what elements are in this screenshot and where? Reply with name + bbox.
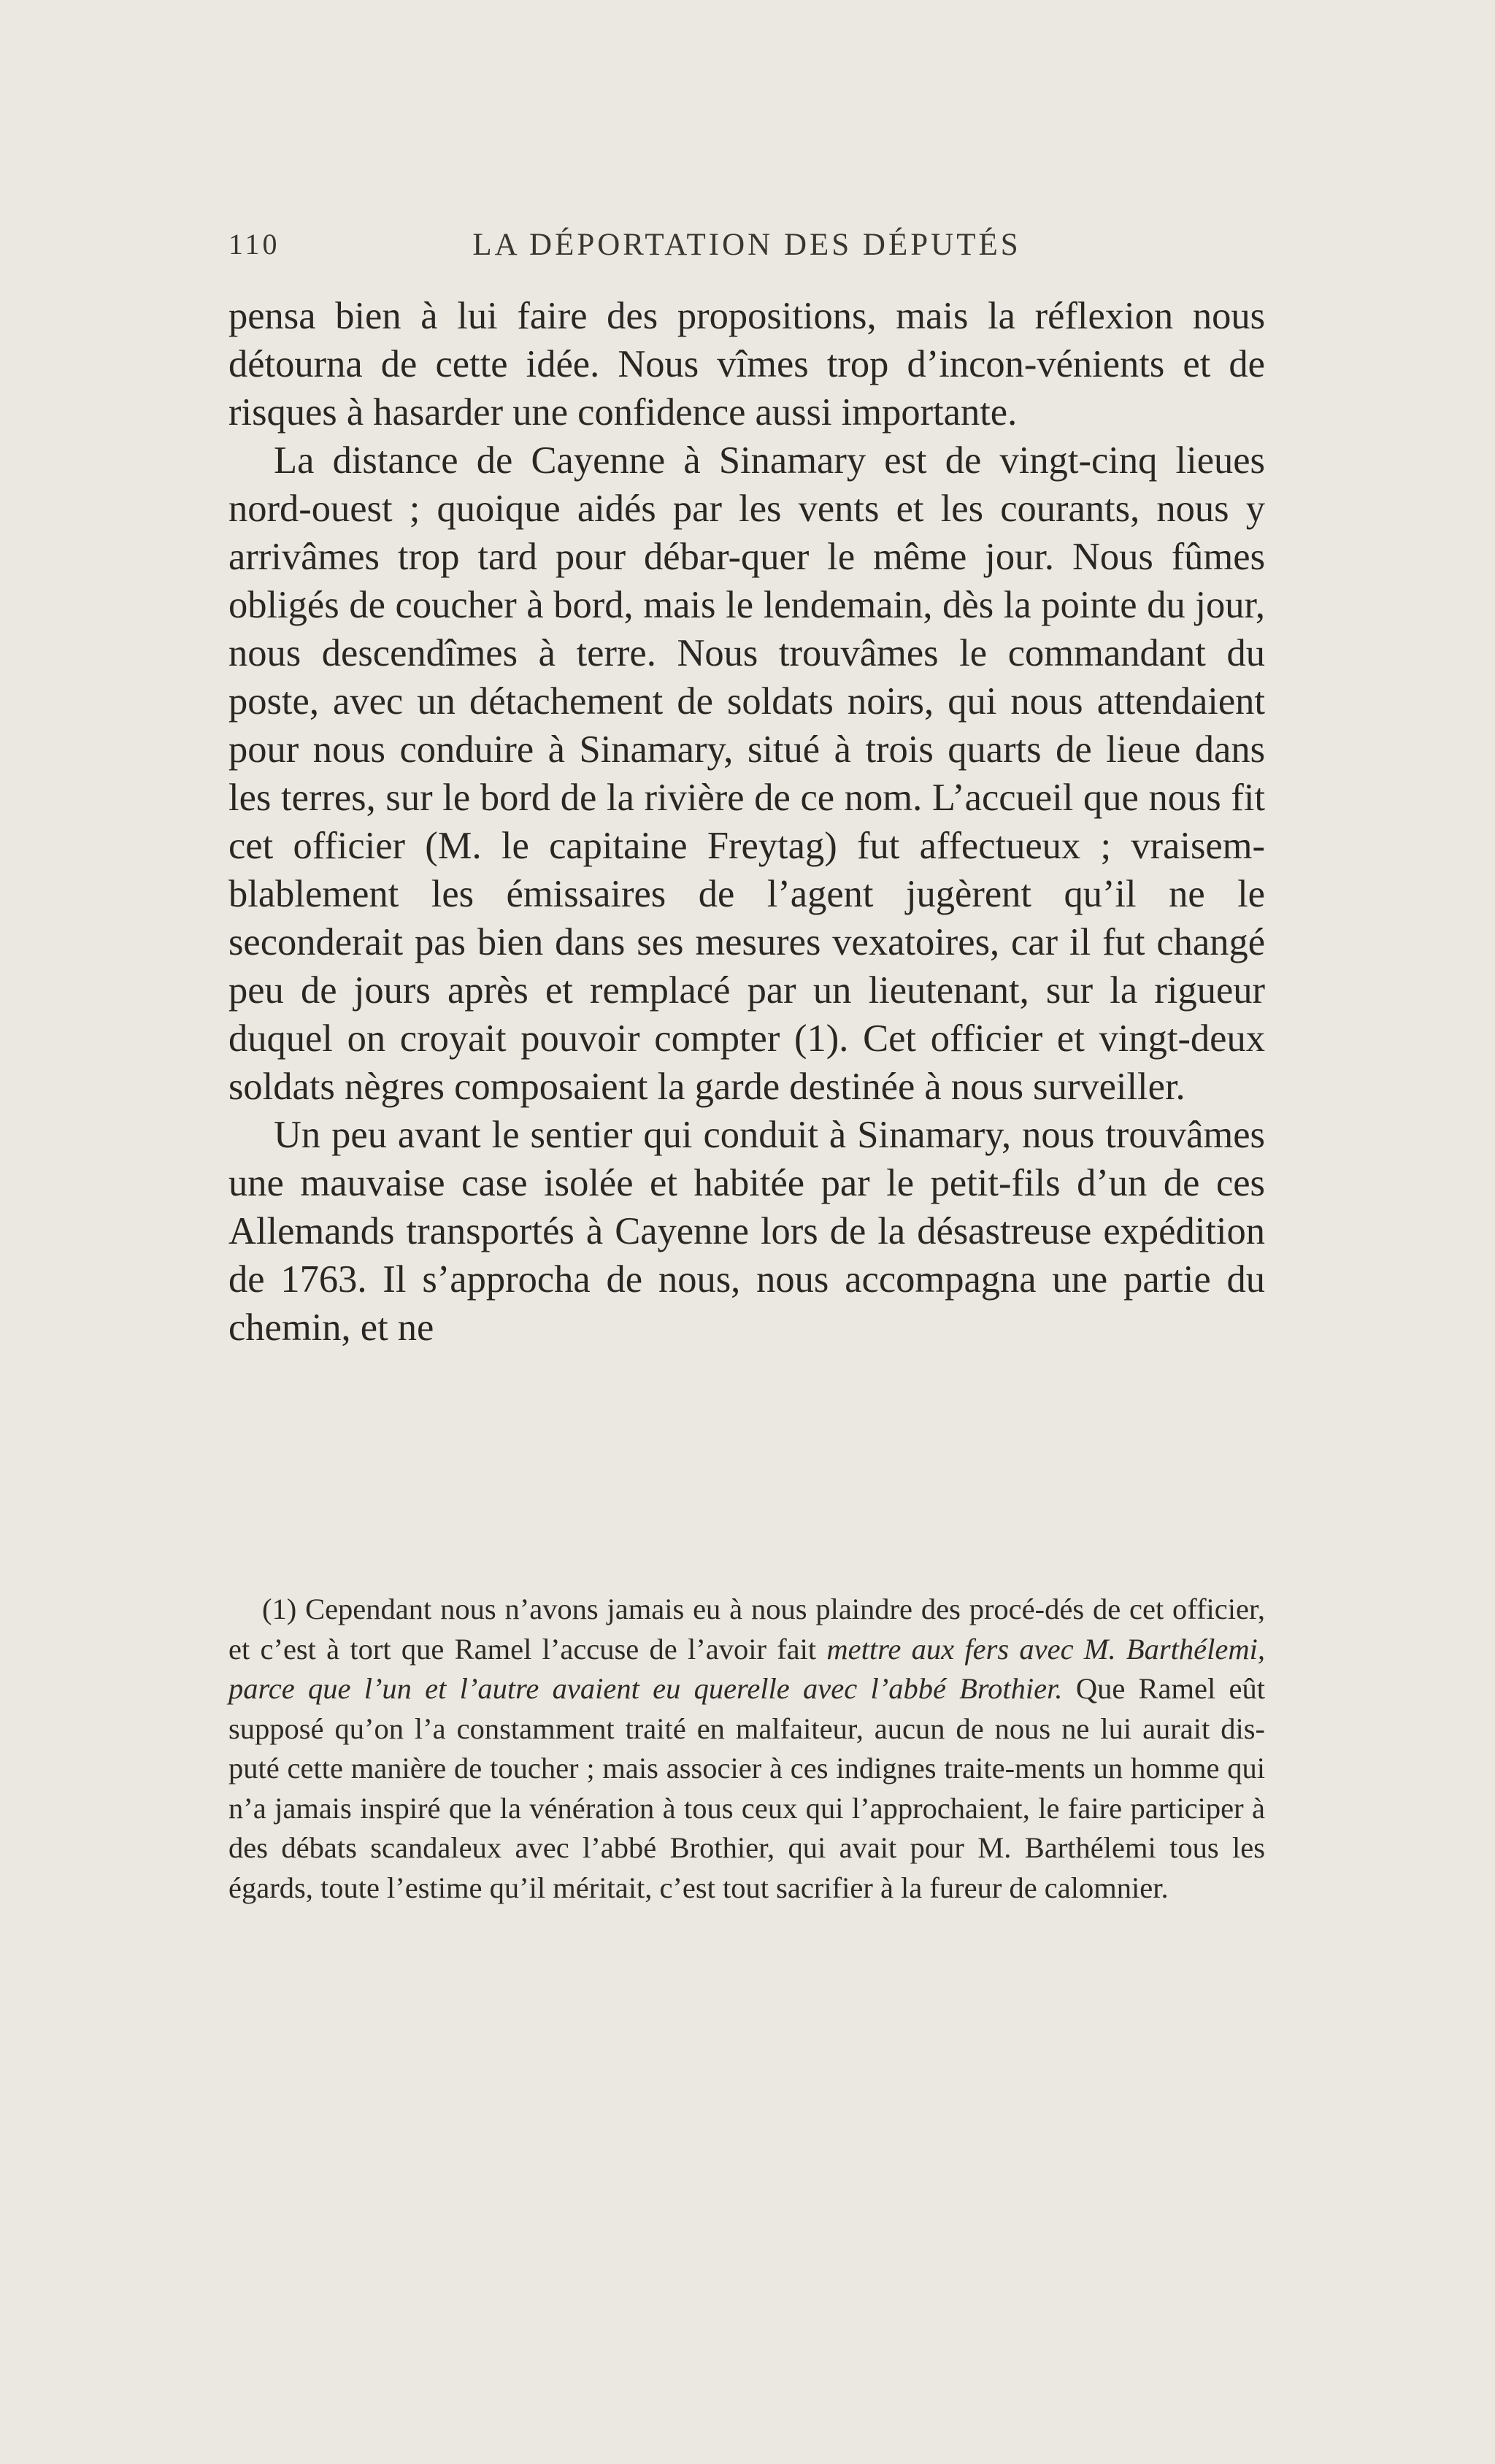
paragraph-2: La distance de Cayenne à Sinamary est de vingt-cinq lieues nord-ouest ; quoique aidés par les vents et les courants, nous y arrivâmes trop tard pour débar-quer le même jour. Nous fûmes obligés de coucher à bord, mais le lendemain, dès la pointe du jour, nous descendîmes à terre. Nous trouvâmes le commandant du poste, avec un détachement de soldats noirs, qui nous attendaient pour nous conduire à Sinamary, situé à trois quarts de lieue dans les terres, sur le bord de la rivière de ce nom. L’accueil que nous fit cet officier (M. le capitaine Freytag) fut affectueux ; vraisem-blablement les émissaires de l’agent jugèrent qu’il ne le seconderait pas bien dans ses mesures vexatoires, car il fut changé peu de jours après et remplacé par un lieutenant, sur la rigueur duquel on croyait pouvoir compter (1). Cet officier et vingt-deux soldats nègres composaient la garde destinée à nous surveiller. (228, 439, 1265, 1108)
main-text (228, 292, 1265, 1352)
footnote (228, 1590, 1265, 1908)
footnote-paragraph (228, 1590, 1265, 1908)
footnote-text-start: (1) Cependant nous n’avons jamais eu à nous plaindre des procé-dés de cet officier, et c’est à tort que Ramel l’accuse de l’avoir fait (228, 1593, 1265, 1666)
footnote-italic-text: mettre aux fers avec M. Barthélemi, parce que l’un et l’autre avaient eu querelle avec l’abbé Brothier. (228, 1632, 1265, 1705)
paragraph-1: pensa bien à lui faire des propositions, mais la réflexion nous détourna de cette idée. Nous vîmes trop d’incon-vénients et de risques à hasarder une confidence aussi importante. (228, 295, 1265, 434)
footnote-text-end: Que Ramel eût supposé qu’on l’a constamment traité en malfaiteur, aucun de nous ne lui aurait dis-puté cette manière de toucher ; mais associer à ces indignes traite-ments un homme qui n’a jamais inspiré que la vénération à tous ceux qui l’approchaient, le faire participer à des débats scandaleux avec l’abbé Brothier, qui avait pour M. Barthélemi tous les égards, toute l’estime qu’il méritait, c’est tout sacrifier à la fureur de calomnier. (228, 1672, 1265, 1904)
page-number: 110 (228, 228, 280, 261)
page-header (228, 221, 1265, 265)
running-title: LA DÉPORTATION DES DÉPUTÉS (472, 228, 1021, 262)
paragraph-3: Un peu avant le sentier qui conduit à Sinamary, nous trouvâmes une mauvaise case isolée et habitée par le petit-fils d’un de ces Allemands transportés à Cayenne lors de la désastreuse expédition de 1763. Il s’approcha de nous, nous accompagna une partie du chemin, et ne (228, 1114, 1265, 1349)
